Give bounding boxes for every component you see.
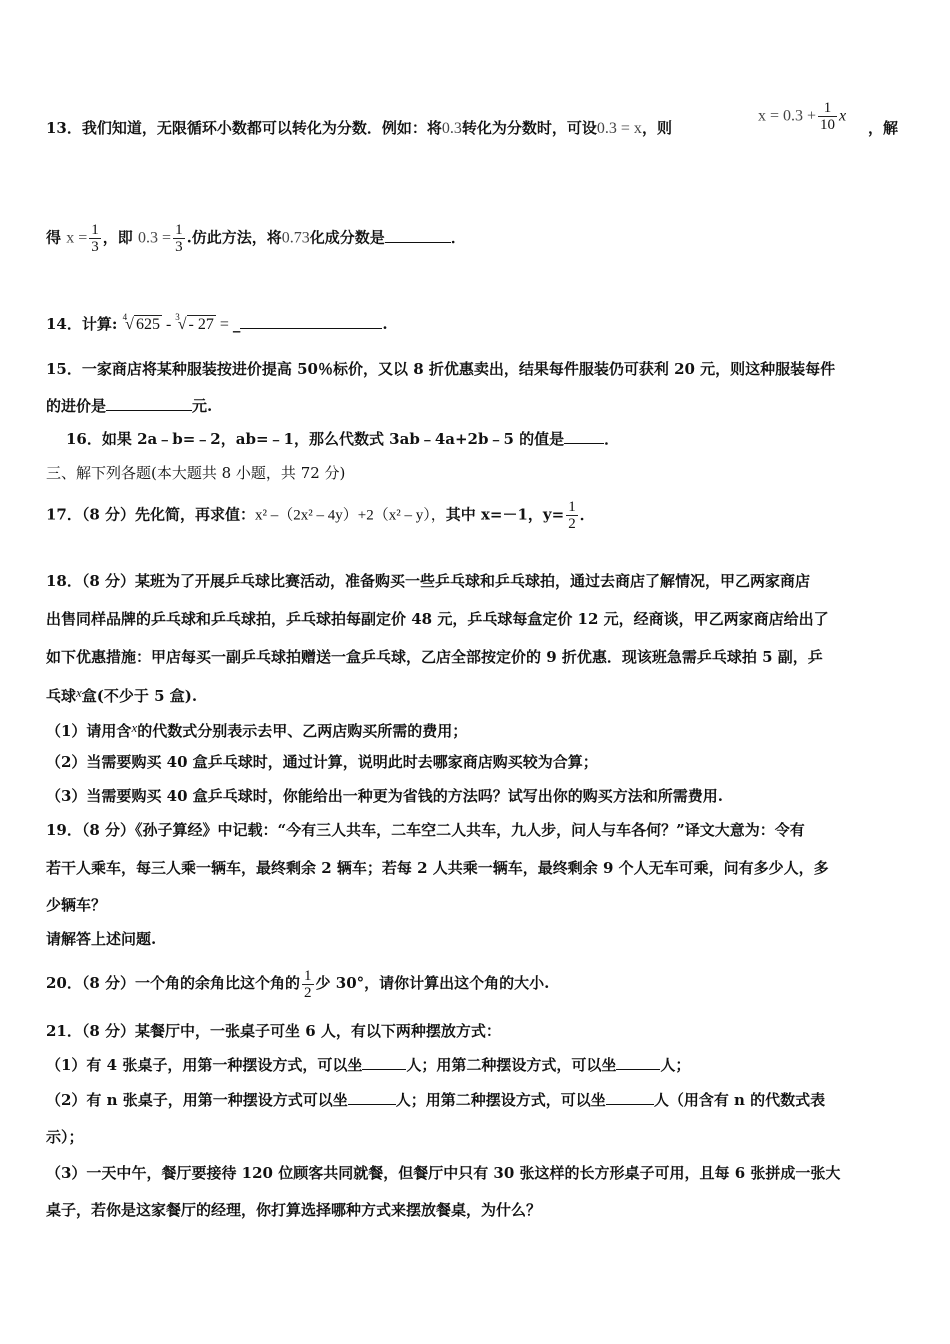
- q21-sub1-blank-1[interactable]: [362, 1055, 406, 1070]
- q17-den: 2: [568, 516, 576, 532]
- q18-line-1: 18．（8 分）某班为了开展乒乓球比赛活动，准备购买一些乒乓球和乒乓球拍，通过去商店了解情况，甲乙两家商店: [46, 572, 811, 590]
- q13-eq4-left: 0.3 =: [138, 229, 172, 247]
- q20-den: 2: [304, 984, 312, 1001]
- q16-text: 16．如果 2a﹣b=﹣2，ab=﹣1，那么代数式 3ab﹣4a+2b﹣5 的值是: [66, 430, 565, 448]
- q21-sub1-blank-2[interactable]: [616, 1055, 660, 1070]
- q13-eq2-right: x: [839, 107, 847, 125]
- q16-answer-blank[interactable]: [564, 429, 604, 444]
- q21-sub2-text-a: （2）有 n 张桌子，用第一种摆设方式可以坐: [46, 1091, 348, 1109]
- q13-eq2-num: 1: [818, 100, 837, 117]
- q21-sub-2: [46, 1090, 825, 1110]
- q14-equals: =: [215, 316, 233, 333]
- q19-line-1: 19．（8 分）《孙子算经》中记载：“今有三人共车，二车空二人共车，九人步，问人与车各何？”译文大意为：令有: [46, 821, 805, 839]
- q13-equation-2: [758, 100, 846, 133]
- q15-line-2: [46, 396, 212, 416]
- q13-line-1: [46, 118, 672, 139]
- q14-end: .: [382, 315, 388, 333]
- q13-text-ji: ，即: [102, 228, 133, 247]
- q13-eq3-den: 3: [91, 239, 99, 255]
- q17-expression: x² –（2x² – 4y）+2（x² – y），: [255, 507, 446, 524]
- q13-line-2: [46, 222, 466, 255]
- q21-sub1-text-c: 人；: [660, 1056, 691, 1074]
- q18-sub1-text-a: （1）请用含: [46, 722, 132, 740]
- q14-cube-root: $^3$√ - 27: [175, 312, 214, 333]
- q17-fraction: [566, 499, 578, 532]
- q13-repeating-decimal-1: 0.3: [441, 120, 462, 137]
- q15-answer-blank[interactable]: [106, 396, 192, 411]
- q21-sub2-blank-1[interactable]: [348, 1090, 396, 1105]
- q19-line-3: 少辆车？: [46, 896, 107, 914]
- q13-text-a: 13．我们知道，无限循环小数都可以转化为分数．例如：将: [46, 119, 442, 137]
- q13-eq2-fraction: [818, 100, 837, 133]
- q15-text-a: 的进价是: [46, 397, 107, 415]
- q16-line: [66, 429, 619, 449]
- q21-sub-3-line-2: 桌子，若你是这家餐厅的经理，你打算选择哪种方式来摆放餐桌，为什么？: [46, 1201, 542, 1219]
- q18-sub1-text-b: 的代数式分别表示去甲、乙两店购买所需的费用；: [137, 722, 468, 740]
- q18-text-b: 盒(不少于 5 盒).: [81, 687, 198, 705]
- q18-sub-1: [46, 718, 467, 741]
- q14-root2-index: 3: [175, 312, 180, 322]
- q19-line-4: 请解答上述问题.: [46, 930, 157, 948]
- q13-text-fang: .仿此方法，将: [186, 228, 282, 247]
- q21-sub-3-line-1: （3）一天中午，餐厅要接待 120 位顾客共同就餐，但餐厅中只有 30 张这样的长方形桌子可用，且每 6 张拼成一张大: [46, 1164, 841, 1182]
- q21-sub2-text-c: 人（用含有 n 的代数式表: [653, 1091, 826, 1109]
- q13-text-de: 得: [46, 228, 62, 247]
- q17-end: ．: [579, 505, 595, 524]
- q21-line-1: 21．（8 分）某餐厅中，一张桌子可坐 6 人，有以下两种摆放方式：: [46, 1022, 501, 1040]
- q18-line-4: [46, 683, 197, 706]
- q14-fourth-root: $^4$√ 625: [122, 312, 160, 333]
- q13-eq2-den: 10: [820, 117, 836, 133]
- section-heading: 三、解下列各题(本大题共 8 小题，共 72 分): [46, 464, 346, 482]
- q21-sub2-text-b: 人；用第二种摆设方式，可以坐: [395, 1091, 606, 1109]
- q18-text-a: 乓球: [46, 687, 77, 705]
- q18-sub-2: （2）当需要购买 40 盒乒乓球时，通过计算，说明此时去哪家商店购买较为合算；: [46, 753, 598, 771]
- q20-text-a: 20．（8 分）一个角的余角比这个角的: [46, 974, 301, 992]
- q16-end: ．: [604, 430, 620, 448]
- q13-repeating-decimal-2: 0.73: [281, 229, 310, 247]
- q13-eq4-den: 3: [175, 239, 183, 255]
- q21-sub-1: [46, 1055, 690, 1075]
- q13-eq4-fraction: [173, 222, 185, 255]
- q13-text-c: ，则: [641, 119, 672, 137]
- q21-sub-2-cont: 示）；: [46, 1128, 84, 1146]
- q18-line-3: 如下优惠措施：甲店每买一副乒乓球拍赠送一盒乒乓球，乙店全部按定价的 9 折优惠．现该班急需乒乓球拍 5 副，乒: [46, 648, 823, 666]
- q18-var-x: x: [76, 685, 82, 700]
- q14-root1-value: 625: [135, 316, 160, 333]
- q14-prefix: 14．计算:: [46, 315, 118, 333]
- q13-eq3-fraction: [89, 222, 101, 255]
- q20-fraction: [302, 968, 314, 1001]
- q18-sub1-var-x: x: [131, 720, 138, 735]
- q14-root2-value: - 27: [188, 316, 214, 333]
- q15-line-1: 15．一家商店将某种服装按进价提高 50％标价，又以 8 折优惠卖出，结果每件服装仍可获利 20 元，则这种服装每件: [46, 360, 836, 378]
- q13-text-hua: 化成分数是: [309, 228, 385, 247]
- q21-sub2-blank-2[interactable]: [606, 1090, 654, 1105]
- q21-sub1-text-b: 人；用第二种摆设方式，可以坐: [406, 1056, 617, 1074]
- q14-answer-blank[interactable]: [240, 314, 382, 329]
- q17-num: 1: [568, 499, 576, 515]
- q13-eq2-left: x = 0.3 +: [758, 107, 817, 125]
- q13-eq3-left: x =: [66, 229, 88, 247]
- q14-root1-index: 4: [122, 312, 128, 322]
- q14-minus: -: [161, 316, 176, 333]
- q15-text-b: 元.: [192, 397, 213, 415]
- q13-answer-blank[interactable]: [385, 228, 451, 243]
- q14-dash: _: [232, 315, 241, 333]
- q13-eq4-num: 1: [175, 222, 183, 238]
- q13-text-end: ．: [450, 228, 466, 247]
- q18-sub-3: （3）当需要购买 40 盒乒乓球时，你能给出一种更为省钱的方法吗？试写出你的购买方法和所需费用.: [46, 787, 723, 805]
- q17-text-b: 其中 x=－1，y=: [445, 505, 565, 524]
- q18-line-2: 出售同样品牌的乒乓球和乒乓球拍，乒乓球拍每副定价 48 元，乒乓球每盒定价 12 元，经商谈，甲乙两家商店给出了: [46, 610, 829, 628]
- q13-eq3-num: 1: [91, 222, 99, 238]
- q21-sub1-text-a: （1）有 4 张桌子，用第一种摆设方式，可以坐: [46, 1056, 363, 1074]
- q17-line: [46, 499, 595, 532]
- q17-text-a: 17．（8 分）先化简，再求值：: [46, 505, 256, 524]
- q13-line-1-end: ，解: [868, 119, 899, 137]
- q20-text-b: 少 30°，请你计算出这个角的大小.: [315, 974, 550, 992]
- q13-equation-1: 0.3 = x: [596, 120, 642, 137]
- q20-line: [46, 961, 549, 1005]
- q14-line: [46, 304, 388, 338]
- q13-text-b: 转化为分数时，可设: [461, 119, 597, 137]
- q20-num: 1: [304, 967, 312, 984]
- q19-line-2: 若干人乘车，每三人乘一辆车，最终剩余 2 辆车；若每 2 人共乘一辆车，最终剩余 9 个人无车可乘，问有多少人，多: [46, 859, 829, 877]
